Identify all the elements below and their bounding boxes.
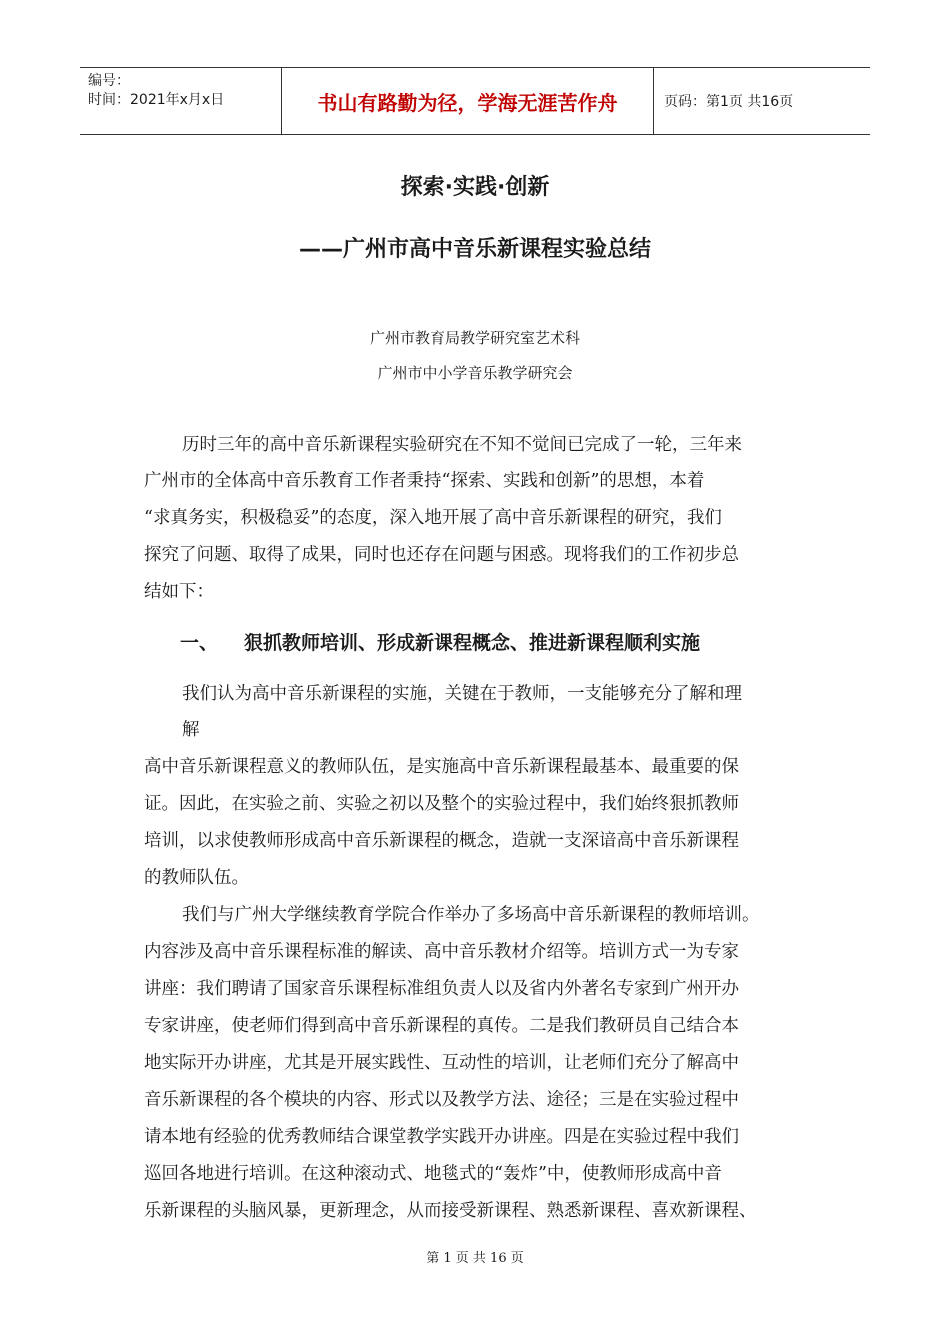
section-title: 狠抓教师培训、形成新课程概念、推进新课程顺利实施 — [244, 632, 701, 654]
paragraph-line: 专家讲座，使老师们得到高中音乐新课程的真传。二是我们教研员自己结合本 — [144, 1016, 739, 1036]
paragraph-line: 探究了问题、取得了成果，同时也还存在问题与困惑。现将我们的工作初步总 — [144, 545, 739, 565]
header-meta — [80, 68, 281, 134]
paragraph-line: 广州市的全体高中音乐教育工作者秉持“探索、实践和创新”的思想，本着 — [144, 471, 705, 491]
paragraph-line: 地实际开办讲座，尤其是开展实践性、互动性的培训，让老师们充分了解高中 — [144, 1053, 739, 1073]
paragraph-line: 内容涉及高中音乐课程标准的解读、高中音乐教材介绍等。培训方式一为专家 — [144, 942, 739, 962]
paragraph-line: 的教师队伍。 — [144, 868, 249, 888]
paragraph-line: 我们与广州大学继续教育学院合作举办了多场高中音乐新课程的教师培训。 — [182, 905, 760, 925]
document-header — [80, 67, 870, 135]
paragraph-line: 解 — [182, 720, 200, 740]
paragraph-line: 巡回各地进行培训。在这种滚动式、地毯式的“轰炸”中，使教师形成高中音 — [144, 1164, 722, 1184]
page-footer: 第 1 页 共 16 页 — [426, 1251, 524, 1266]
paragraph-line: 培训，以求使教师形成高中音乐新课程的概念，造就一支深谙高中音乐新课程 — [144, 831, 739, 851]
motto-text: 书山有路勤为径，学海无涯苦作舟 — [317, 90, 618, 115]
paragraph-line: 历时三年的高中音乐新课程实验研究在不知不觉间已完成了一轮，三年来 — [182, 435, 742, 455]
page-label: 页码：第1页 共16页 — [664, 94, 794, 110]
paragraph-line: 讲座：我们聘请了国家音乐课程标准组负责人以及省内外著名专家到广州开办 — [144, 979, 739, 999]
author-line: 广州市中小学音乐教学研究会 — [377, 364, 573, 382]
paragraph-line: “求真务实，积极稳妥”的态度，深入地开展了高中音乐新课程的研究，我们 — [144, 508, 722, 528]
paragraph-line: 音乐新课程的各个模块的内容、形式以及教学方法、途径；三是在实验过程中 — [144, 1090, 739, 1110]
section-heading — [180, 628, 700, 655]
header-page-info — [654, 68, 870, 134]
number-label: 编号： — [88, 73, 130, 89]
document-subtitle: ——广州市高中音乐新课程实验总结 — [298, 237, 651, 262]
time-label: 时间：2021年x月x日 — [88, 92, 225, 108]
section-number: 一、 — [180, 632, 219, 654]
paragraph-line: 我们认为高中音乐新课程的实施，关键在于教师，一支能够充分了解和理 — [182, 684, 742, 704]
paragraph-line: 乐新课程的头脑风暴，更新理念，从而接受新课程、熟悉新课程、喜欢新课程、 — [144, 1201, 757, 1221]
paragraph-line: 高中音乐新课程意义的教师队伍，是实施高中音乐新课程最基本、最重要的保 — [144, 757, 739, 777]
paragraph-line: 请本地有经验的优秀教师结合课堂教学实践开办讲座。四是在实验过程中我们 — [144, 1127, 739, 1147]
author-line: 广州市教育局教学研究室艺术科 — [369, 329, 580, 347]
document-title: 探索·实践·创新 — [400, 175, 550, 200]
paragraph-line: 结如下： — [144, 582, 214, 602]
header-motto — [281, 68, 654, 134]
paragraph-line: 证。因此，在实验之前、实验之初以及整个的实验过程中，我们始终狠抓教师 — [144, 794, 739, 814]
